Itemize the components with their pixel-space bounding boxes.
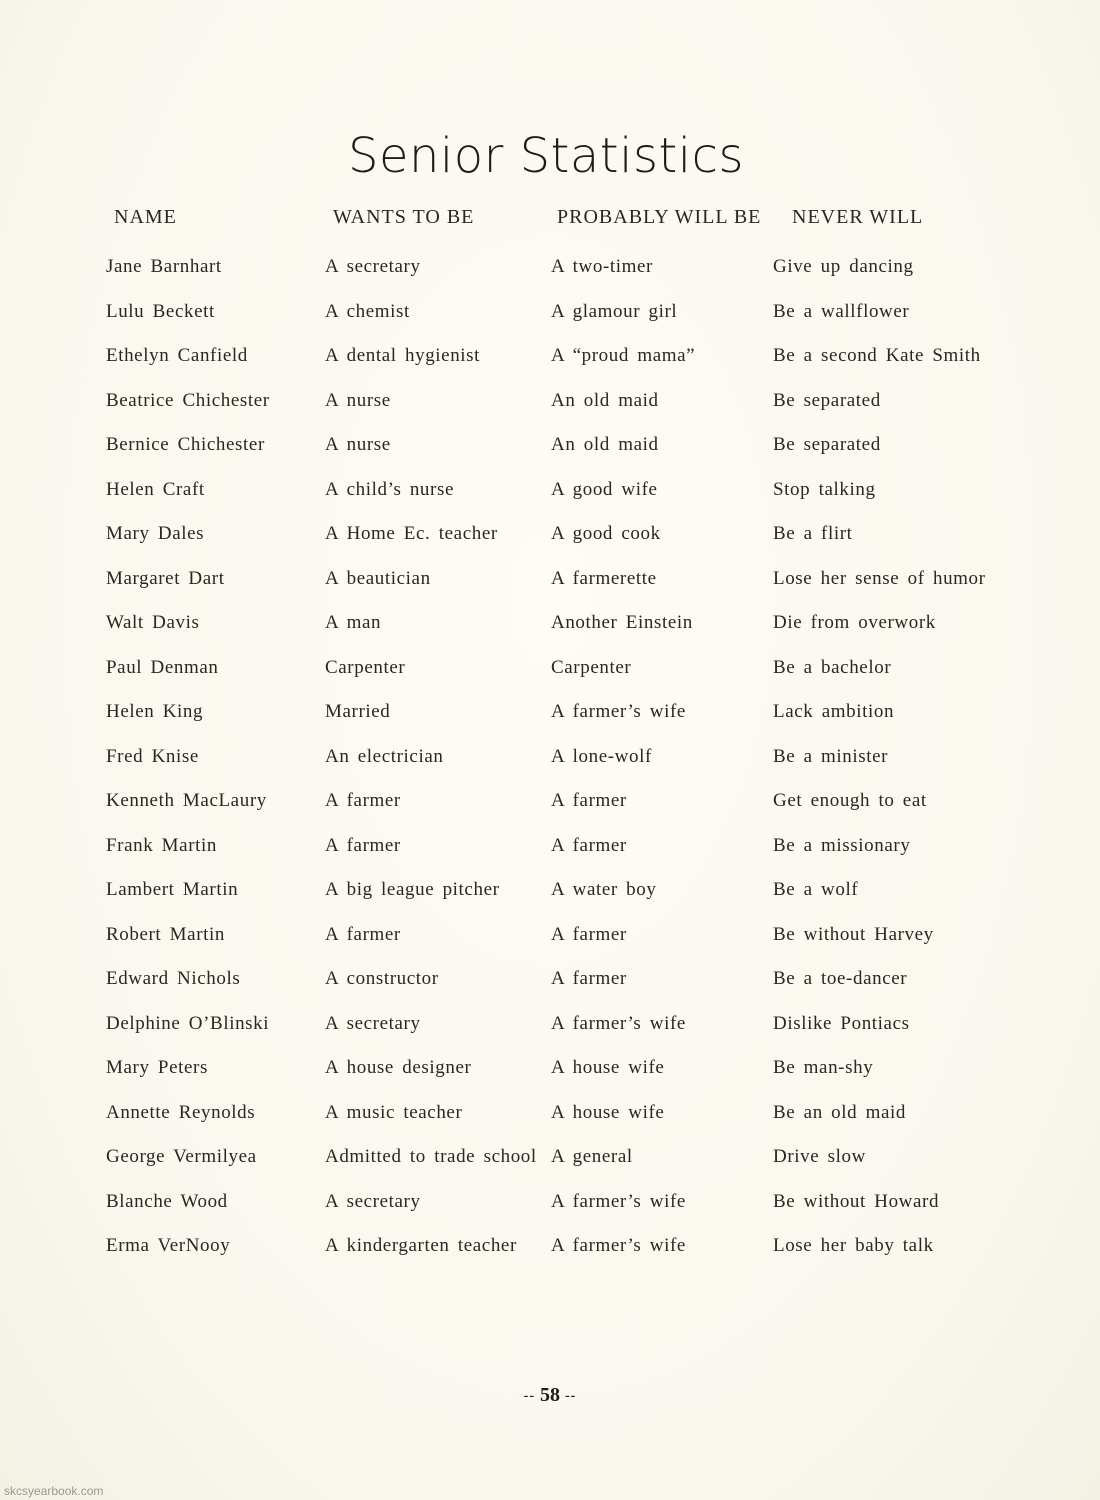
student-name-cell: Lambert Martin [106, 879, 239, 900]
never-will-cell: Be a missionary [773, 834, 911, 856]
page-number-dashes-left: -- [523, 1388, 535, 1404]
table-row [0, 297, 1100, 342]
student-name-cell: Frank Martin [106, 834, 217, 856]
table-row [0, 1142, 1100, 1187]
student-name-cell: Fred Knise [106, 745, 199, 767]
wants-to-be-cell: An electrician [325, 745, 444, 767]
table-row [0, 831, 1100, 876]
table-row [0, 564, 1100, 609]
never-will-cell: Be a toe-dancer [773, 968, 908, 989]
student-name-cell: Ethelyn Canfield [106, 345, 248, 366]
never-will-cell: Be man-shy [773, 1057, 874, 1078]
never-will-cell: Get enough to eat [773, 790, 927, 811]
probably-will-be-cell: A general [551, 1146, 633, 1167]
table-row [0, 430, 1100, 475]
probably-will-be-cell: A house wife [551, 1101, 665, 1123]
never-will-cell: Give up dancing [773, 256, 914, 277]
wants-to-be-cell: A man [325, 612, 382, 633]
wants-to-be-cell: A Home Ec. teacher [325, 523, 498, 544]
table-row [0, 341, 1100, 386]
never-will-cell: Be without Harvey [773, 923, 934, 945]
student-name-cell: Mary Dales [106, 523, 205, 544]
wants-to-be-cell: A secretary [325, 1012, 421, 1034]
column-header-never-will: NEVER WILL [792, 206, 924, 228]
student-name-cell: Walt Davis [106, 612, 200, 633]
probably-will-be-cell: A good cook [551, 523, 661, 544]
wants-to-be-cell: A farmer [325, 923, 401, 945]
never-will-cell: Be a second Kate Smith [773, 345, 981, 366]
probably-will-be-cell: Carpenter [551, 656, 632, 678]
wants-to-be-cell: A beautician [325, 567, 431, 589]
wants-to-be-cell: A nurse [325, 434, 391, 455]
probably-will-be-cell: A two-timer [551, 256, 653, 277]
watermark: skcsyearbook.com [4, 1484, 104, 1498]
table-row [0, 386, 1100, 431]
wants-to-be-cell: A dental hygienist [325, 345, 481, 366]
never-will-cell: Be separated [773, 389, 881, 411]
student-name-cell: George Vermilyea [106, 1146, 257, 1167]
student-name-cell: Beatrice Chichester [106, 389, 270, 411]
probably-will-be-cell: A farmerette [551, 567, 657, 589]
table-row [0, 519, 1100, 564]
table-row [0, 1098, 1100, 1143]
student-name-cell: Mary Peters [106, 1057, 208, 1078]
table-row [0, 875, 1100, 920]
student-name-cell: Bernice Chichester [106, 434, 265, 455]
probably-will-be-cell: A water boy [551, 879, 657, 900]
table-row [0, 786, 1100, 831]
probably-will-be-cell: Another Einstein [551, 612, 693, 633]
table-row [0, 653, 1100, 698]
probably-will-be-cell: A good wife [551, 478, 658, 500]
student-name-cell: Jane Barnhart [106, 256, 222, 277]
student-name-cell: Edward Nichols [106, 968, 241, 989]
probably-will-be-cell: A farmer [551, 968, 627, 989]
probably-will-be-cell: A glamour girl [551, 300, 678, 322]
probably-will-be-cell: A farmer [551, 834, 627, 856]
never-will-cell: Be without Howard [773, 1190, 940, 1212]
probably-will-be-cell: A “proud mama” [551, 345, 696, 366]
wants-to-be-cell: A house designer [325, 1057, 472, 1078]
wants-to-be-cell: Married [325, 701, 391, 722]
student-name-cell: Helen Craft [106, 478, 205, 500]
never-will-cell: Lose her sense of humor [773, 567, 986, 589]
table-row [0, 475, 1100, 520]
statistics-table [0, 252, 1100, 1276]
probably-will-be-cell: A farmer’s wife [551, 1190, 686, 1212]
wants-to-be-cell: A farmer [325, 790, 401, 811]
never-will-cell: Be a bachelor [773, 656, 892, 678]
wants-to-be-cell: A farmer [325, 834, 401, 856]
never-will-cell: Die from overwork [773, 612, 936, 633]
wants-to-be-cell: A chemist [325, 300, 410, 322]
table-row [0, 1187, 1100, 1232]
wants-to-be-cell: A music teacher [325, 1101, 463, 1123]
page-number-dashes-right: -- [565, 1388, 577, 1404]
column-header-wants-to-be: WANTS TO BE [333, 206, 475, 228]
never-will-cell: Drive slow [773, 1146, 866, 1167]
student-name-cell: Delphine O’Blinski [106, 1012, 270, 1034]
table-row [0, 608, 1100, 653]
probably-will-be-cell: A farmer’s wife [551, 1012, 686, 1034]
wants-to-be-cell: Carpenter [325, 656, 406, 678]
never-will-cell: Be an old maid [773, 1101, 906, 1123]
never-will-cell: Be a wallflower [773, 300, 910, 322]
table-row [0, 1231, 1100, 1276]
student-name-cell: Helen King [106, 701, 204, 722]
wants-to-be-cell: A big league pitcher [325, 879, 500, 900]
table-row [0, 920, 1100, 965]
wants-to-be-cell: A secretary [325, 256, 421, 277]
page-number [0, 1384, 1100, 1407]
page-number-value: 58 [540, 1384, 560, 1406]
probably-will-be-cell: A house wife [551, 1057, 665, 1078]
page-title: Senior Statistics [347, 128, 745, 184]
never-will-cell: Lack ambition [773, 701, 895, 722]
table-row [0, 742, 1100, 787]
probably-will-be-cell: A farmer [551, 923, 627, 945]
table-row [0, 1053, 1100, 1098]
table-row [0, 1009, 1100, 1054]
never-will-cell: Be a wolf [773, 879, 859, 900]
wants-to-be-cell: A secretary [325, 1190, 421, 1212]
table-row [0, 697, 1100, 742]
wants-to-be-cell: A constructor [325, 968, 439, 989]
probably-will-be-cell: An old maid [551, 389, 659, 411]
student-name-cell: Robert Martin [106, 923, 225, 945]
never-will-cell: Be a flirt [773, 523, 853, 544]
table-row [0, 252, 1100, 297]
student-name-cell: Erma VerNooy [106, 1235, 231, 1256]
student-name-cell: Blanche Wood [106, 1190, 228, 1212]
never-will-cell: Stop talking [773, 478, 876, 500]
student-name-cell: Margaret Dart [106, 567, 225, 589]
wants-to-be-cell: A kindergarten teacher [325, 1235, 517, 1256]
never-will-cell: Be separated [773, 434, 881, 455]
never-will-cell: Be a minister [773, 745, 889, 767]
column-header-name: NAME [114, 206, 177, 228]
column-header-probably-will-be: PROBABLY WILL BE [557, 206, 762, 228]
never-will-cell: Dislike Pontiacs [773, 1012, 910, 1034]
probably-will-be-cell: An old maid [551, 434, 659, 455]
table-row [0, 964, 1100, 1009]
wants-to-be-cell: A child’s nurse [325, 478, 454, 500]
probably-will-be-cell: A lone-wolf [551, 745, 652, 767]
wants-to-be-cell: A nurse [325, 389, 391, 411]
student-name-cell: Paul Denman [106, 656, 219, 678]
wants-to-be-cell: Admitted to trade school [325, 1146, 537, 1167]
student-name-cell: Lulu Beckett [106, 300, 215, 322]
student-name-cell: Annette Reynolds [106, 1101, 256, 1123]
never-will-cell: Lose her baby talk [773, 1235, 934, 1256]
probably-will-be-cell: A farmer’s wife [551, 701, 686, 722]
student-name-cell: Kenneth MacLaury [106, 790, 267, 811]
probably-will-be-cell: A farmer’s wife [551, 1235, 686, 1256]
probably-will-be-cell: A farmer [551, 790, 627, 811]
